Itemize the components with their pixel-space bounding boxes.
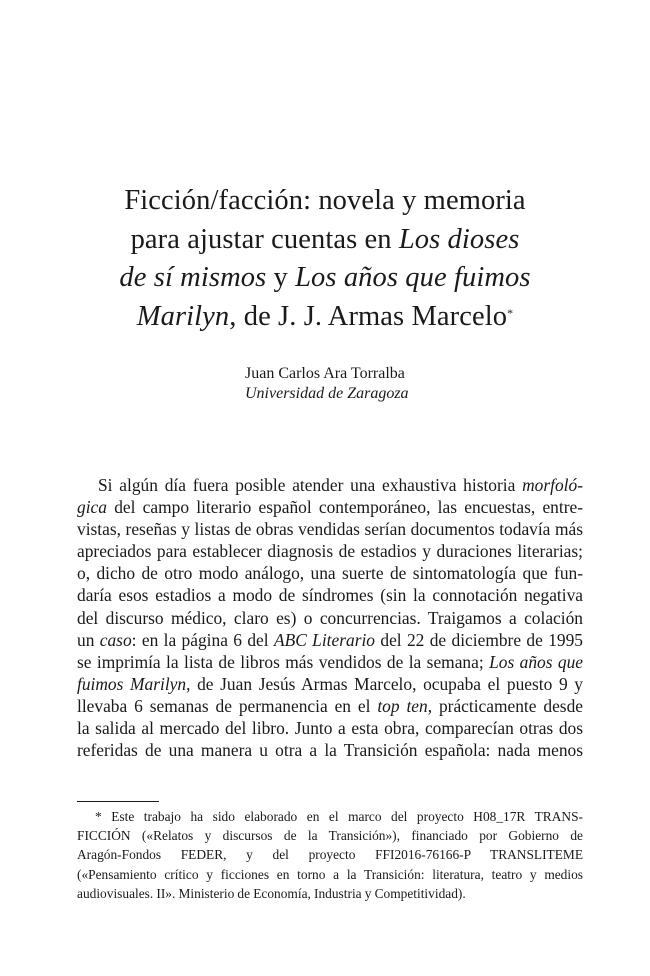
body-line: o, dicho de otro modo análogo, una suerte de sintomatología que fun- — [77, 563, 583, 584]
title-line — [60, 259, 590, 298]
title-book-name: de sí mismos — [119, 262, 267, 293]
footnote-line: * Este trabajo ha sido elaborado en el marco del proyecto H08_17R TRANS- — [95, 809, 583, 824]
body-line: vistas, reseñas y listas de obras vendidas serían documentos todavía más — [77, 519, 583, 540]
footnote-line: audiovisuales. II». Ministerio de Economía, Industria y Competitividad). — [77, 885, 466, 901]
footnote-separator — [77, 801, 159, 802]
body-line: referidas de una manera u otra a la Transición española: nada menos — [77, 740, 583, 761]
body-line: se imprimía la lista de libros más vendidos de la semana; Los años que — [77, 651, 583, 672]
footnote-line: Aragón-Fondos FEDER, y del proyecto FFI2016-76166-P TRANSLITEME — [77, 847, 583, 863]
title-text: Ficción/facción: novela y memoria — [124, 185, 526, 216]
body-paragraph — [77, 474, 583, 761]
author-affiliation: Universidad de Zaragoza — [245, 385, 409, 402]
body-line: del discurso médico, claro es) o concurrencias. Traigamos a colación — [77, 607, 583, 628]
body-line: gica del campo literario español contemporáneo, las encuestas, entre- — [77, 497, 583, 518]
footnote — [77, 807, 583, 903]
title-line — [60, 182, 590, 221]
title-line — [60, 221, 590, 260]
title-text: para ajustar cuentas en — [130, 223, 399, 255]
body-line: Si algún día fuera posible atender una exhaustiva historia morfoló- — [98, 475, 583, 495]
body-line: daría esos estadios a modo de síndromes (sin la connotación negativa — [77, 585, 583, 606]
title-book-name: Los dioses — [398, 223, 520, 255]
title-book-name: Los años que fuimos — [295, 262, 531, 293]
author-name: Juan Carlos Ara Torralba — [245, 365, 405, 382]
footnote-marker[interactable]: * — [507, 305, 514, 320]
body-line: fuimos Marilyn, de Juan Jesús Armas Marcelo, ocupaba el puesto 9 y — [77, 673, 583, 694]
article-title — [60, 182, 590, 336]
title-text: , de J. J. Armas Marcelo — [229, 300, 508, 332]
body-line: llevaba 6 semanas de permanencia en el top ten, prácticamente desde — [77, 695, 583, 716]
title-line — [60, 298, 590, 337]
title-text: y — [266, 262, 296, 293]
footnote-line: («Pensamiento crítico y ficciones en torno a la Transición: literatura, teatro y medios — [77, 866, 583, 882]
body-line: la salida al mercado del libro. Junto a esta obra, comparecían otras dos — [77, 718, 583, 739]
footnote-line: FICCIÓN («Relatos y discursos de la Transición»), financiado por Gobierno de — [77, 828, 583, 844]
body-line: un caso: en la página 6 del ABC Literario del 22 de diciembre de 1995 — [77, 629, 583, 650]
author-block — [245, 364, 565, 404]
body-line: apreciados para establecer diagnosis de estadios y duraciones literarias; — [77, 541, 583, 562]
title-book-name: Marilyn — [136, 300, 230, 332]
